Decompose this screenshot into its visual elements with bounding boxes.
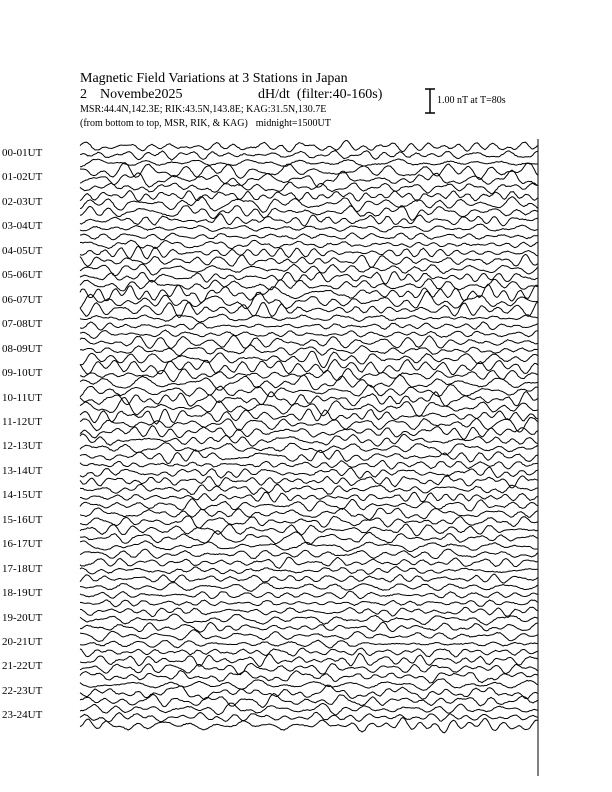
trace-kag-07-08ut	[80, 330, 538, 338]
trace-kag-06-07ut	[80, 302, 538, 318]
hour-label: 06-07UT	[2, 293, 43, 306]
trace-kag-19-20ut	[80, 622, 538, 632]
hour-label: 02-03UT	[2, 195, 43, 208]
station-order-note: (from bottom to top, MSR, RIK, & KAG)	[80, 118, 248, 129]
trace-rik-06-07ut	[80, 291, 538, 308]
hour-label: 17-18UT	[2, 562, 43, 575]
trace-msr-10-11ut	[80, 385, 538, 397]
hour-label: 00-01UT	[2, 147, 43, 159]
trace-rik-23-24ut	[80, 712, 538, 722]
trace-msr-08-09ut	[80, 335, 538, 348]
trace-kag-03-04ut	[80, 233, 538, 240]
trace-rik-04-05ut	[80, 246, 538, 259]
trace-kag-00-01ut	[80, 159, 538, 167]
trace-kag-05-06ut	[80, 279, 538, 291]
hour-label: 11-12UT	[2, 415, 42, 428]
hour-label: 09-10UT	[2, 367, 43, 380]
hour-label: 14-15UT	[2, 489, 43, 502]
trace-kag-23-24ut	[80, 718, 538, 733]
quantity-label: dH/dt	[258, 87, 290, 102]
trace-kag-08-09ut	[80, 351, 538, 367]
hour-label: 13-14UT	[2, 464, 43, 477]
hour-label: 21-22UT	[2, 660, 43, 673]
trace-msr-03-04ut	[80, 214, 538, 226]
trace-kag-18-19ut	[80, 600, 538, 607]
hour-label: 15-16UT	[2, 513, 43, 526]
trace-rik-01-02ut	[80, 170, 538, 187]
trace-rik-17-18ut	[80, 567, 538, 575]
hour-label: 18-19UT	[2, 587, 43, 600]
trace-msr-23-24ut	[80, 703, 538, 715]
trace-kag-11-12ut	[80, 426, 538, 440]
hour-label: 05-06UT	[2, 269, 43, 282]
trace-msr-17-18ut	[80, 557, 538, 568]
trace-rik-07-08ut	[80, 322, 538, 330]
trace-msr-01-02ut	[80, 163, 538, 180]
trace-msr-00-01ut	[80, 141, 538, 152]
midnight-note: midnight=1500UT	[255, 118, 331, 129]
trace-msr-04-05ut	[80, 240, 538, 248]
trace-msr-15-16ut	[80, 508, 538, 520]
trace-msr-12-13ut	[80, 434, 538, 446]
hour-label: 12-13UT	[2, 440, 43, 453]
trace-msr-19-20ut	[80, 607, 538, 616]
chart-title: Magnetic Field Variations at 3 Stations in Japan	[80, 71, 348, 86]
stations-info: MSR:44.4N,142.3E; RIK:43.5N,143.8E; KAG:31.5N,130.7E	[80, 104, 327, 115]
hour-label: 16-17UT	[2, 538, 43, 551]
hour-label: 01-02UT	[2, 171, 43, 184]
trace-kag-10-11ut	[80, 397, 538, 416]
trace-rik-14-15ut	[80, 492, 538, 502]
trace-msr-13-14ut	[80, 460, 538, 469]
trace-msr-22-23ut	[80, 679, 538, 691]
trace-msr-07-08ut	[80, 314, 538, 322]
hour-label: 10-11UT	[2, 391, 42, 404]
trace-rik-18-19ut	[80, 591, 538, 599]
hour-label: 04-05UT	[2, 244, 43, 257]
trace-kag-09-10ut	[80, 375, 538, 390]
trace-rik-16-17ut	[80, 541, 538, 552]
date-month: Novembe	[100, 87, 155, 102]
trace-rik-10-11ut	[80, 392, 538, 406]
trace-kag-17-18ut	[80, 574, 538, 583]
trace-msr-11-12ut	[80, 409, 538, 424]
trace-kag-01-02ut	[80, 182, 538, 194]
trace-kag-15-16ut	[80, 524, 538, 536]
trace-msr-18-19ut	[80, 583, 538, 592]
trace-msr-21-22ut	[80, 654, 538, 667]
date-day: 2	[80, 87, 87, 102]
scale-label: 1.00 nT at T=80s	[437, 95, 506, 106]
hour-label: 23-24UT	[2, 709, 43, 722]
hour-label: 07-08UT	[2, 318, 43, 331]
trace-kag-20-21ut	[80, 648, 538, 657]
trace-kag-21-22ut	[80, 670, 538, 682]
trace-rik-03-04ut	[80, 224, 538, 232]
filter-label: (filter:40-160s)	[296, 87, 383, 102]
hour-label: 08-09UT	[2, 342, 43, 355]
trace-rik-00-01ut	[80, 150, 538, 160]
trace-msr-05-06ut	[80, 264, 538, 275]
trace-rik-20-21ut	[80, 640, 538, 648]
hour-label: 19-20UT	[2, 611, 43, 624]
trace-rik-12-13ut	[80, 443, 538, 455]
date-year: 2025	[154, 87, 183, 102]
trace-kag-12-13ut	[80, 450, 538, 464]
hour-label: 22-23UT	[2, 684, 43, 697]
trace-kag-16-17ut	[80, 549, 538, 558]
trace-msr-20-21ut	[80, 630, 538, 642]
hour-label: 20-21UT	[2, 636, 43, 648]
hour-label: 03-04UT	[2, 220, 43, 233]
